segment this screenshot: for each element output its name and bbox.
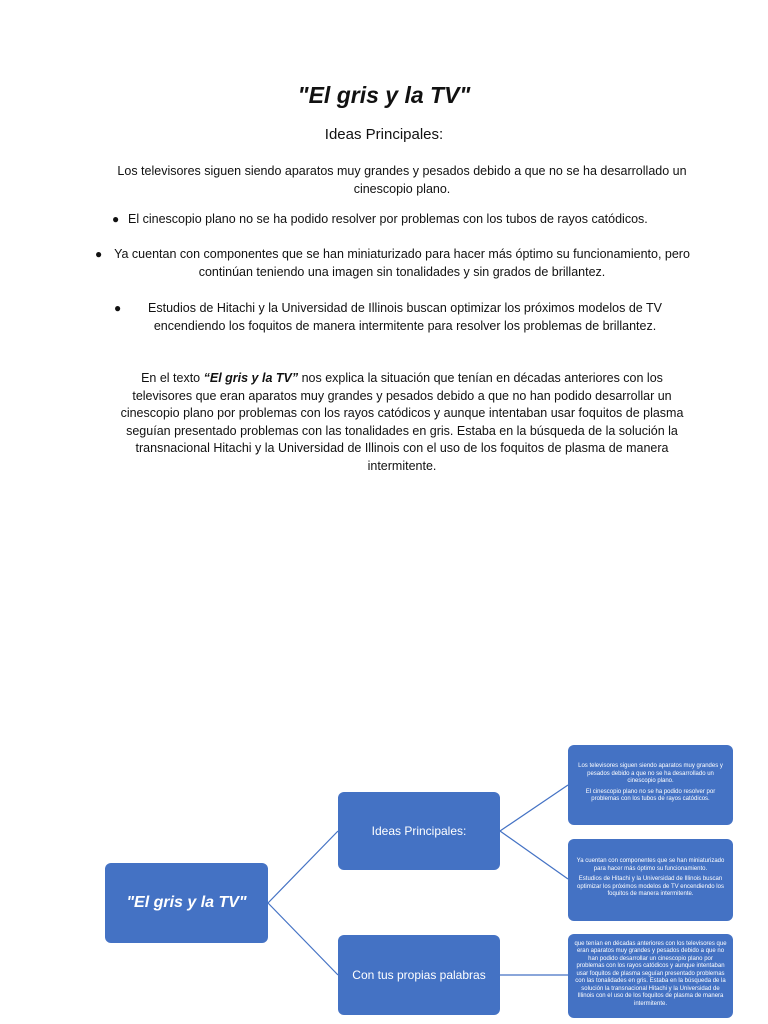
connector-main-ideas [268, 831, 338, 903]
leaf-node-1 [568, 745, 733, 825]
intro-paragraph: Los televisores siguen siendo aparatos muy grandes y pesados debido a que no se ha desarrollado un cinescopio plano. [117, 164, 687, 196]
summary-body: nos explica la situación que tenían en décadas anteriores con los televisores que eran aparatos muy grandes y pesados debido a que no han podido desarrollar un cinescopio plano por problemas con los rayos catódicos y aunque intentaban usar foquitos de plasma seguían presentado problemas con las tonalidades en gris. Estaba en la búsqueda de la solución la transnacional Hitachi y la Universidad de Illinois con el uso de los foquitos de plasma de manera intermitente. [120, 371, 684, 473]
summary-prefix: En el texto [141, 371, 204, 385]
bullet-icon: ● [112, 212, 120, 226]
summary-paragraph [110, 370, 694, 475]
bullet-icon: ● [95, 247, 103, 261]
own-words-node: Con tus propias palabras [338, 935, 500, 1015]
bullet-text: Ya cuentan con componentes que se han miniaturizado para hacer más óptimo su funcionamiento, pero continúan teniendo una imagen sin tonalidades y sin grados de brillantez. [114, 247, 690, 279]
ideas-principales-node: Ideas Principales: [338, 792, 500, 870]
section-subtitle: Ideas Principales: [324, 126, 444, 143]
bullet-text: El cinescopio plano no se ha podido resolver por problemas con los tubos de rayos catódicos. [128, 212, 648, 226]
leaf-text: El cinescopio plano no se ha podido resolver por problemas con los tubos de rayos catódicos. [585, 788, 716, 803]
leaf-node-2 [568, 839, 733, 921]
connector-ideas-leaf2 [500, 831, 568, 879]
leaf-node-3 [568, 934, 733, 1018]
leaf-text: Estudios de Hitachi y la Universidad de Illinois buscan optimizar los próximos modelos de TV encendiendo los foquitos de manera intermitente. [577, 876, 724, 898]
leaf-text: que tenían en décadas anteriores con los televisores que eran aparatos muy grandes y pesados debido a que no han podido desarrollar un cinescopio plano por problemas con los rayos catódicos y aunque intentaban usar foquitos de plasma seguían presentado problemas con las tonalidades en gris. Estaba en la búsqueda de la solución la transnacional Hitachi y la Universidad de Illinois con el uso de los foquitos de plasma de manera intermitente. [574, 940, 727, 1007]
bullet-icon: ● [114, 301, 122, 315]
summary-title-emphasis: “El gris y la TV” [203, 371, 299, 385]
leaf-text: Ya cuentan con componentes que se han miniaturizado para hacer más óptimo su funcionamiento. [576, 858, 725, 872]
page-title: "El gris y la TV" [297, 82, 471, 108]
bullet-text: Estudios de Hitachi y la Universidad de Illinois buscan optimizar los próximos modelos de TV encendiendo los foquitos de manera intermitente para resolver los problemas de brillantez. [148, 301, 662, 333]
mind-map-diagram [0, 735, 768, 1024]
connector-main-own [268, 903, 338, 975]
leaf-text: Los televisores siguen siendo aparatos muy grandes y pesados debido a que no se ha desarrollado un cinescopio plano. [578, 763, 723, 785]
connector-ideas-leaf1 [500, 785, 568, 831]
main-topic-node: "El gris y la TV" [105, 863, 268, 943]
